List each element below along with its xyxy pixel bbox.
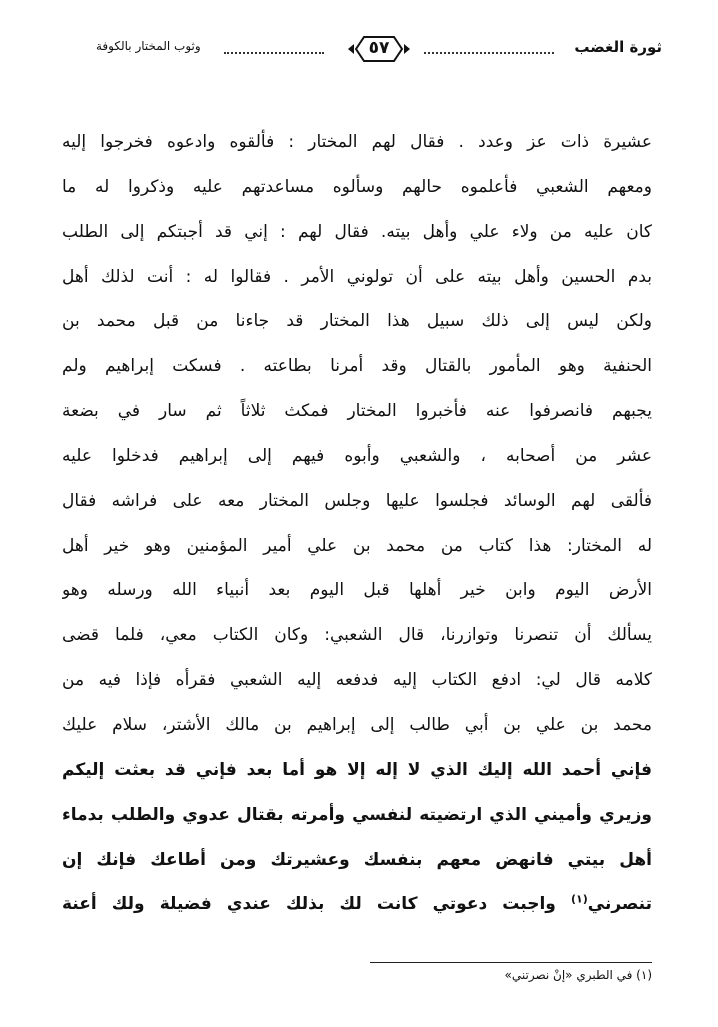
text-line: كلامه قال لي: ادفع الكتاب إليه فدفعه إليه الشعبي فقرأه فإذا فيه من xyxy=(62,670,652,691)
text-line: فإني أحمد الله إليك الذي لا إله إلا هو أما بعد فإني قد بعثت إليكم xyxy=(62,759,652,780)
text-line: له المختار: هذا كتاب من محمد بن علي أمير المؤمنين وهو خير أهل xyxy=(62,535,652,556)
body-text xyxy=(62,120,652,927)
page-number: ٥٧ xyxy=(368,38,390,58)
footnote-marker: (١) xyxy=(570,892,588,906)
chapter-title: وثوب المختار بالكوفة xyxy=(96,39,201,53)
text-line: محمد بن علي بن أبي طالب إلى إبراهيم بن مالك الأشتر، سلام عليك xyxy=(62,714,652,735)
text-line: بدم الحسين وأهل بيته على أن تولوني الأمر . فقالوا له : أنت لذلك أهل xyxy=(62,266,652,287)
text-line: فألقى لهم الوسائد فجلسوا عليها وجلس المختار معه على فراشه فقال xyxy=(62,490,652,511)
text-line: يجبهم فانصرفوا عنه فأخبروا المختار فمكث ثلاثاً ثم سار في بضعة xyxy=(62,401,652,422)
text-line: كان عليه من ولاء علي وأهل بيته. فقال لهم : إني قد أجبتكم إلى الطلب xyxy=(62,221,652,242)
header-dotted-rule-right xyxy=(424,52,554,54)
text-line: أهل بيتي فانهض معهم بنفسك وعشيرتك ومن أطاعك فإنك إن xyxy=(62,849,652,870)
footnote: (١) في الطبري «إنْ نصرتني» xyxy=(504,968,652,982)
text-line: ومعهم الشعبي فأعلموه حالهم وسألوه مساعدتهم عليه وذكروا له ما xyxy=(62,176,652,197)
running-header xyxy=(96,34,662,68)
text-line: ولكن ليس إلى ذلك سبيل هذا المختار قد جاءنا من قبل محمد بن xyxy=(62,311,652,332)
footnote-rule xyxy=(370,962,652,963)
page-number-badge xyxy=(346,34,412,64)
text-line: الأرض اليوم وابن خير أهلها قبل اليوم بعد أنبياء الله ورسله وهو xyxy=(62,580,652,601)
text-line: وزيري وأميني الذي ارتضيته لنفسي وأمرته بقتال عدوي والطلب بدماء xyxy=(62,804,652,825)
text-line: يسألك أن تنصرنا وتوازرنا، قال الشعبي: وكان الكتاب معي، فلما قضى xyxy=(62,625,652,646)
text-line: تنصرني$^{(١)}$ واجبت دعوتي كانت لك بذلك عندي فضيلة ولك أعنة xyxy=(62,892,652,915)
book-title: ثورة الغضب xyxy=(574,38,662,56)
text-line: عشيرة ذات عز وعدد . فقال لهم المختار : فألقوه وادعوه فخرجوا إليه xyxy=(62,132,652,152)
header-dotted-rule-left xyxy=(224,52,324,54)
text-line: عشر من أصحابه ، والشعبي وأبوه فيهم إلى إبراهيم فدخلوا عليه xyxy=(62,445,652,466)
text-line: الحنفية وهو المأمور بالقتال وقد أمرنا بطاعته . فسكت إبراهيم ولم xyxy=(62,356,652,377)
